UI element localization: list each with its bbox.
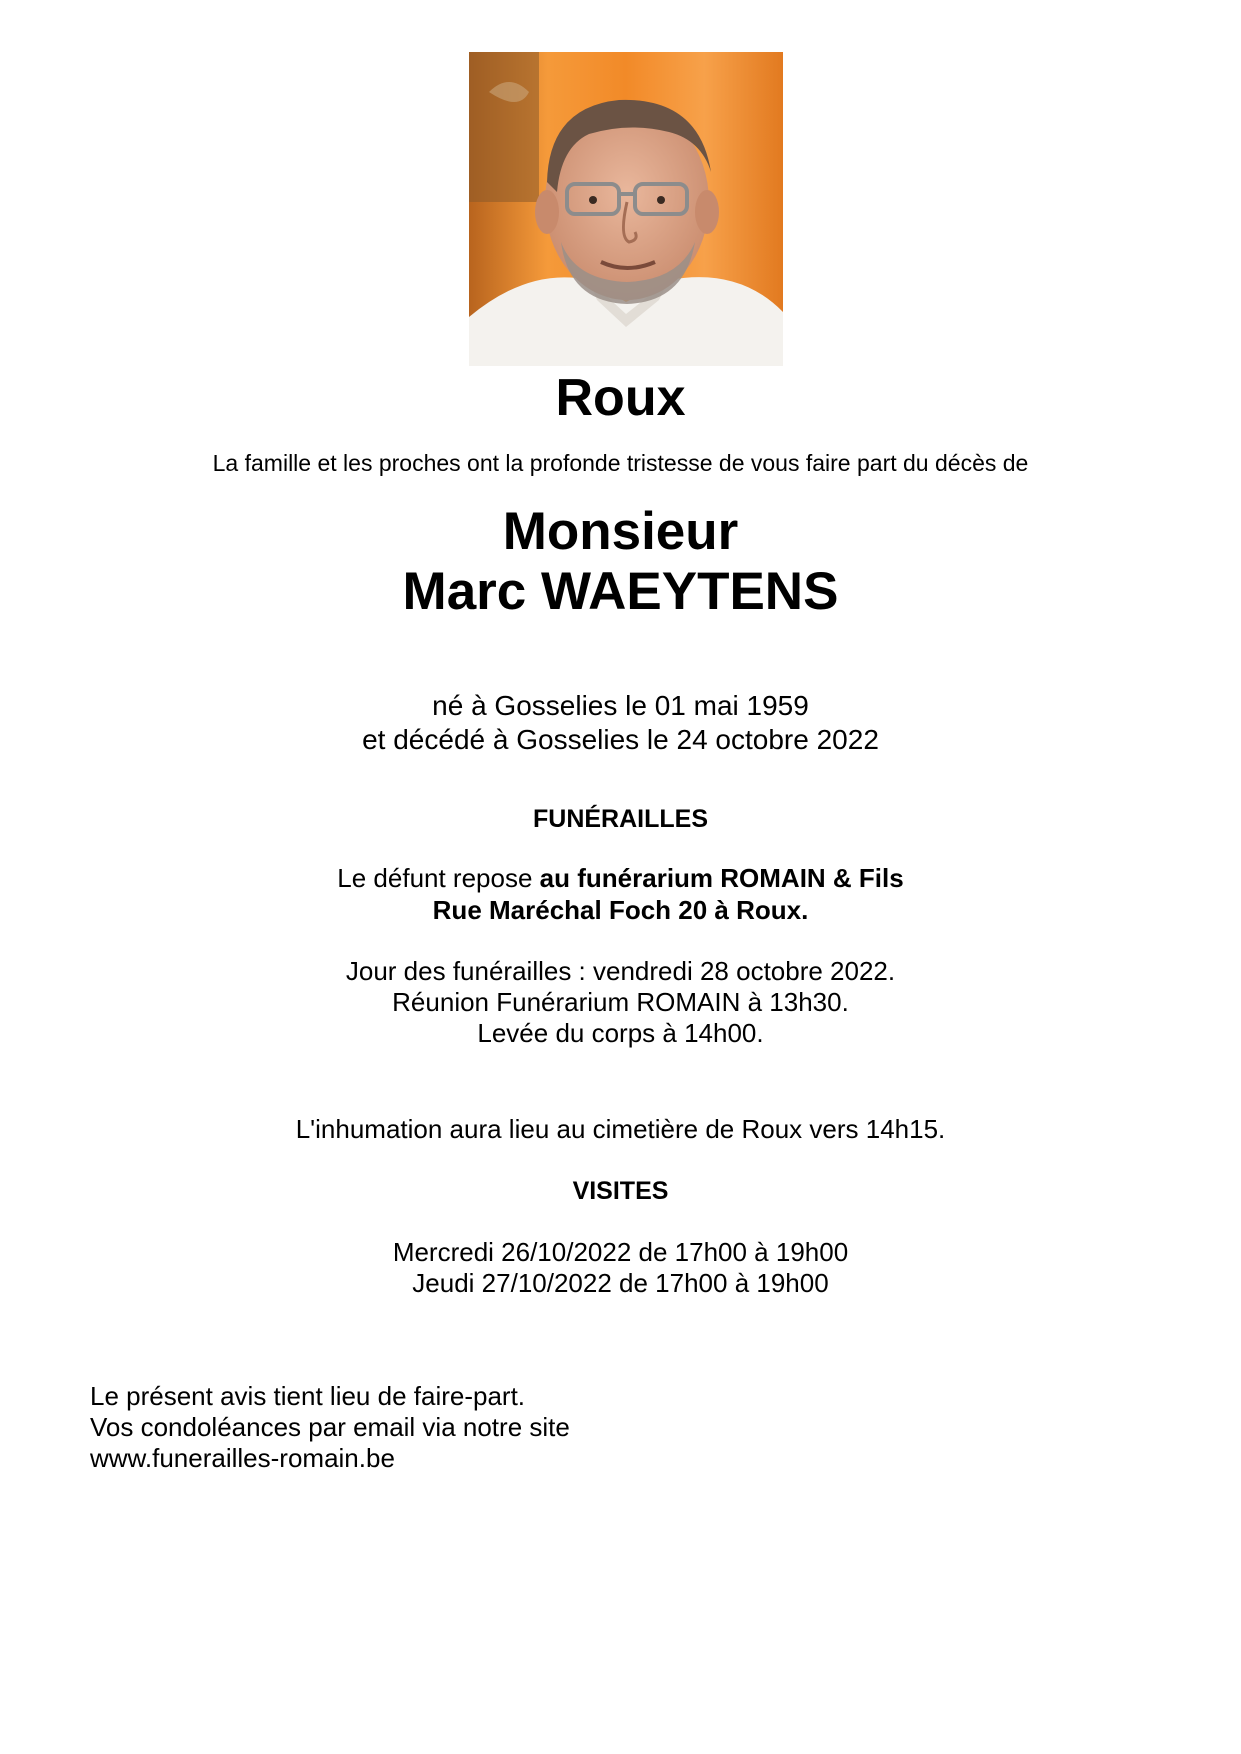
- meeting-time: Réunion Funérarium ROMAIN à 13h30.: [392, 987, 849, 1017]
- repose-prefix: Le défunt repose: [337, 863, 540, 893]
- portrait-illustration: [469, 52, 783, 366]
- deceased-title: Monsieur: [502, 502, 739, 561]
- footer-notice: [90, 1381, 570, 1474]
- funerarium-address: Rue Maréchal Foch 20 à Roux.: [432, 895, 809, 925]
- town-heading: Roux: [555, 369, 686, 427]
- repose-line: [0, 862, 1241, 894]
- footer-website-link[interactable]: www.funerailles-romain.be: [90, 1443, 395, 1473]
- deceased-name: Marc WAEYTENS: [402, 562, 839, 621]
- birth-info: né à Gosselies le 01 mai 1959: [432, 690, 809, 721]
- portrait-photo: [469, 52, 783, 366]
- funeral-day: Jour des funérailles : vendredi 28 octobre 2022.: [345, 956, 896, 986]
- visit-item: Jeudi 27/10/2022 de 17h00 à 19h00: [412, 1268, 829, 1298]
- levee-time: Levée du corps à 14h00.: [477, 1018, 764, 1048]
- inhumation-info: L'inhumation aura lieu au cimetière de Roux vers 14h15.: [295, 1114, 946, 1144]
- death-info: et décédé à Gosselies le 24 octobre 2022: [362, 724, 879, 755]
- footer-line-condoleances: Vos condoléances par email via notre site: [90, 1412, 570, 1442]
- visit-item: Mercredi 26/10/2022 de 17h00 à 19h00: [392, 1237, 849, 1267]
- intro-text: La famille et les proches ont la profonde tristesse de vous faire part du décès de: [212, 450, 1029, 476]
- visites-heading: VISITES: [572, 1177, 669, 1205]
- funerailles-heading: FUNÉRAILLES: [533, 805, 708, 833]
- repose-place: au funérarium ROMAIN & Fils: [539, 863, 904, 893]
- footer-line-faire-part: Le présent avis tient lieu de faire-part.: [90, 1381, 526, 1411]
